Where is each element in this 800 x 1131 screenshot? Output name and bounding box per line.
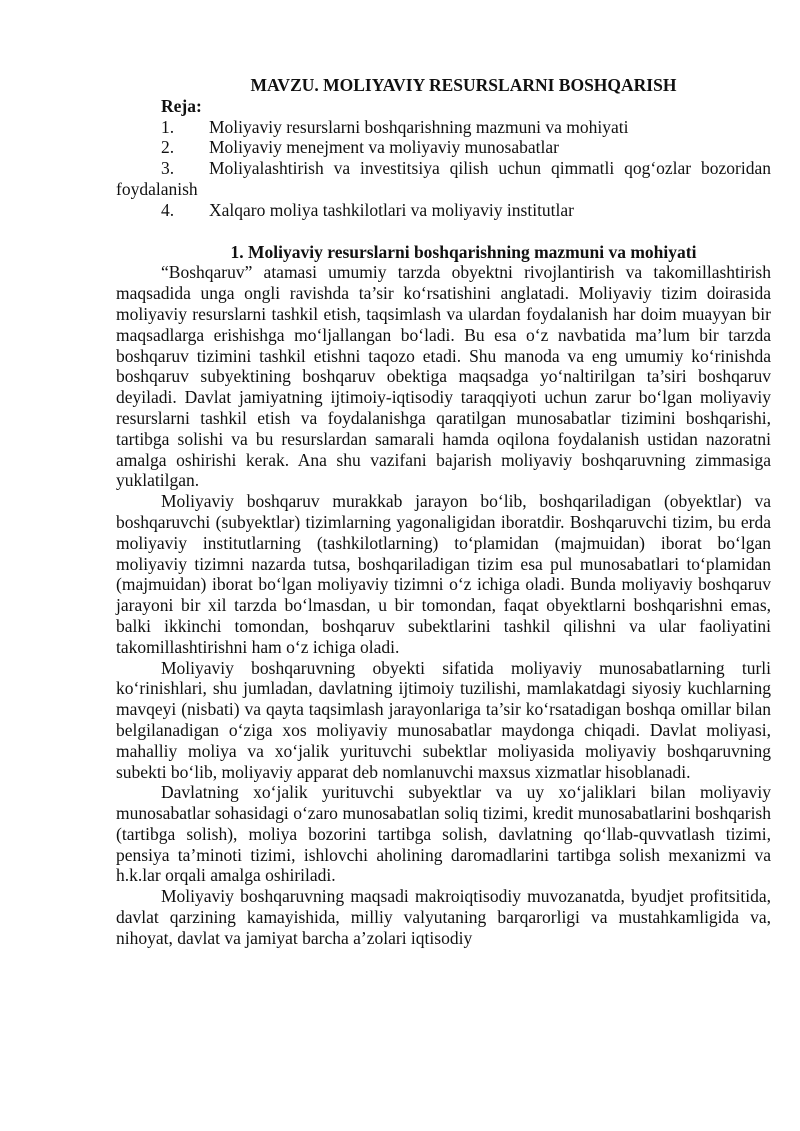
plan-item-number: 1. (161, 116, 175, 137)
plan-item-number: 4. (161, 199, 175, 220)
plan-item-text: Moliyaviy resurslarni boshqarishning mazmuni va mohiyati (209, 116, 629, 137)
body-paragraph: Moliyaviy boshqaruv murakkab jarayon bo‘lib, boshqariladigan (obyektlar) va boshqaruvchi (subyektlar) tizimlarning yagonaligidan iboratdir. Boshqaruvchi tizim, bu erda moliyaviy institutlarning (tashkilotlarning) to‘plamidan (majmuidan) iborat bo‘lgan moliyaviy tizimni nazarda tutsa, boshqariladigan tizim esa pul munosabatlari to‘plamidan (majmuidan) iborat bo‘lgan moliyaviy tizimni o‘z ichiga oladi. Bunda moliyaviy boshqaruv jarayoni bir xil tarzda bo‘lmasdan, u bir tomondan, faqat obyektlarni boshqarishni emas, balki ikkinchi tomondan, boshqaruv subektlarini tashkil qilishni va ular faoliyatini takomillashtirishni ham o‘z ichiga oladi. (116, 491, 771, 657)
plan-item (116, 200, 771, 221)
plan-item-text: Xalqaro moliya tashkilotlari va moliyaviy institutlar (209, 199, 574, 220)
document-title: MAVZU. MOLIYAVIY RESURSLARNI BOSHQARISH (250, 75, 677, 95)
section-heading: 1. Moliyaviy resurslarni boshqarishning mazmuni va mohiyati (230, 241, 697, 262)
plan-heading: Reja: (161, 95, 202, 116)
body-paragraph: Moliyaviy boshqaruvning obyekti sifatida moliyaviy munosabatlarning turli ko‘rinishlari, shu jumladan, davlatning ijtimoiy tuzilishi, mamlakatdagi siyosiy kuchlarning mavqeyi (nisbati) va qayta taqsimlash jarayonlariga ta’sir ko‘rsatadigan boshqa omillar bilan belgilanadigan o‘ziga xos moliyaviy munosabatlar maydonga chiqadi. Davlat moliyasi, mahalliy moliya va xo‘jalik yurituvchi subektlar moliyasida moliyaviy boshqaruvning subekti bo‘lib, moliyaviy apparat deb nomlanuvchi maxsus xizmatlar hisoblanadi. (116, 657, 771, 782)
plan-item (116, 117, 771, 138)
body-paragraph: Moliyaviy boshqaruvning maqsadi makroiqtisodiy muvozanatda, byudjet profitsitida, davlat qarzining kamayishida, milliy valyutaning barqarorligi va mustahkamligida va, nihoyat, davlat va jamiyat barcha a’zolari iqtisodiy (116, 886, 771, 948)
plan-item-number: 3. (161, 158, 175, 179)
plan-item-text: Moliyalashtirish va investitsiya qilish uchun qimmatli qog‘ozlar bozoridan foydalanish (116, 158, 771, 199)
body-paragraph: “Boshqaruv” atamasi umumiy tarzda obyektni rivojlantirish va takomillashtirish maqsadida unga ongli ravishda ta’sir ko‘rsatishini anglatadi. Moliyaviy tizim doirasida moliyaviy resurslarni tashkil etish, taqsimlash va ulardan foydalanish har doim muayyan bir maqsadlarga erishishga mo‘ljallangan bo‘ladi. Bu esa o‘z navbatida ma’lum bir tarzda boshqaruv tizimini tashkil etishni taqozo etadi. Shu manoda va eng umumiy ko‘rinishda boshqaruv subyektining boshqaruv obektiga maqsadga yo‘naltirilgan ta’siri boshqaruv deyiladi. Davlat jamiyatning ijtimoiy-iqtisodiy taraqqiyoti uchun zarur bo‘lgan moliyaviy resurslarni tashkil etish va foydalanishga qaratilgan munosabatlar tizimini boshqarishi, tartibga solishi va bu resurslardan samarali hamda oqilona foydalanish ustidan nazoratni amalga oshirishi kerak. Ana shu vazifani bajarish moliyaviy boshqaruvning zimmasiga yuklatilgan. (116, 262, 771, 491)
plan-item (116, 158, 771, 200)
plan-item-number: 2. (161, 137, 175, 158)
plan-item (116, 137, 771, 158)
plan-item-text: Moliyaviy menejment va moliyaviy munosabatlar (209, 137, 559, 158)
plan-list (116, 117, 771, 221)
body-paragraph: Davlatning xo‘jalik yurituvchi subyektlar va uy xo‘jaliklari bilan moliyaviy munosabatlar sohasidagi o‘zaro munosabatlan soliq tizimi, kredit munosabatlarini boshqarish (tartibga solish), moliya bozorini tartibga solish, davlatning qo‘llab-quvvatlash tizimi, pensiya ta’minoti tizimi, ishlovchi aholining daromadlarini tartibga solish mexanizmi va h.k.lar orqali amalga oshiriladi. (116, 782, 771, 886)
